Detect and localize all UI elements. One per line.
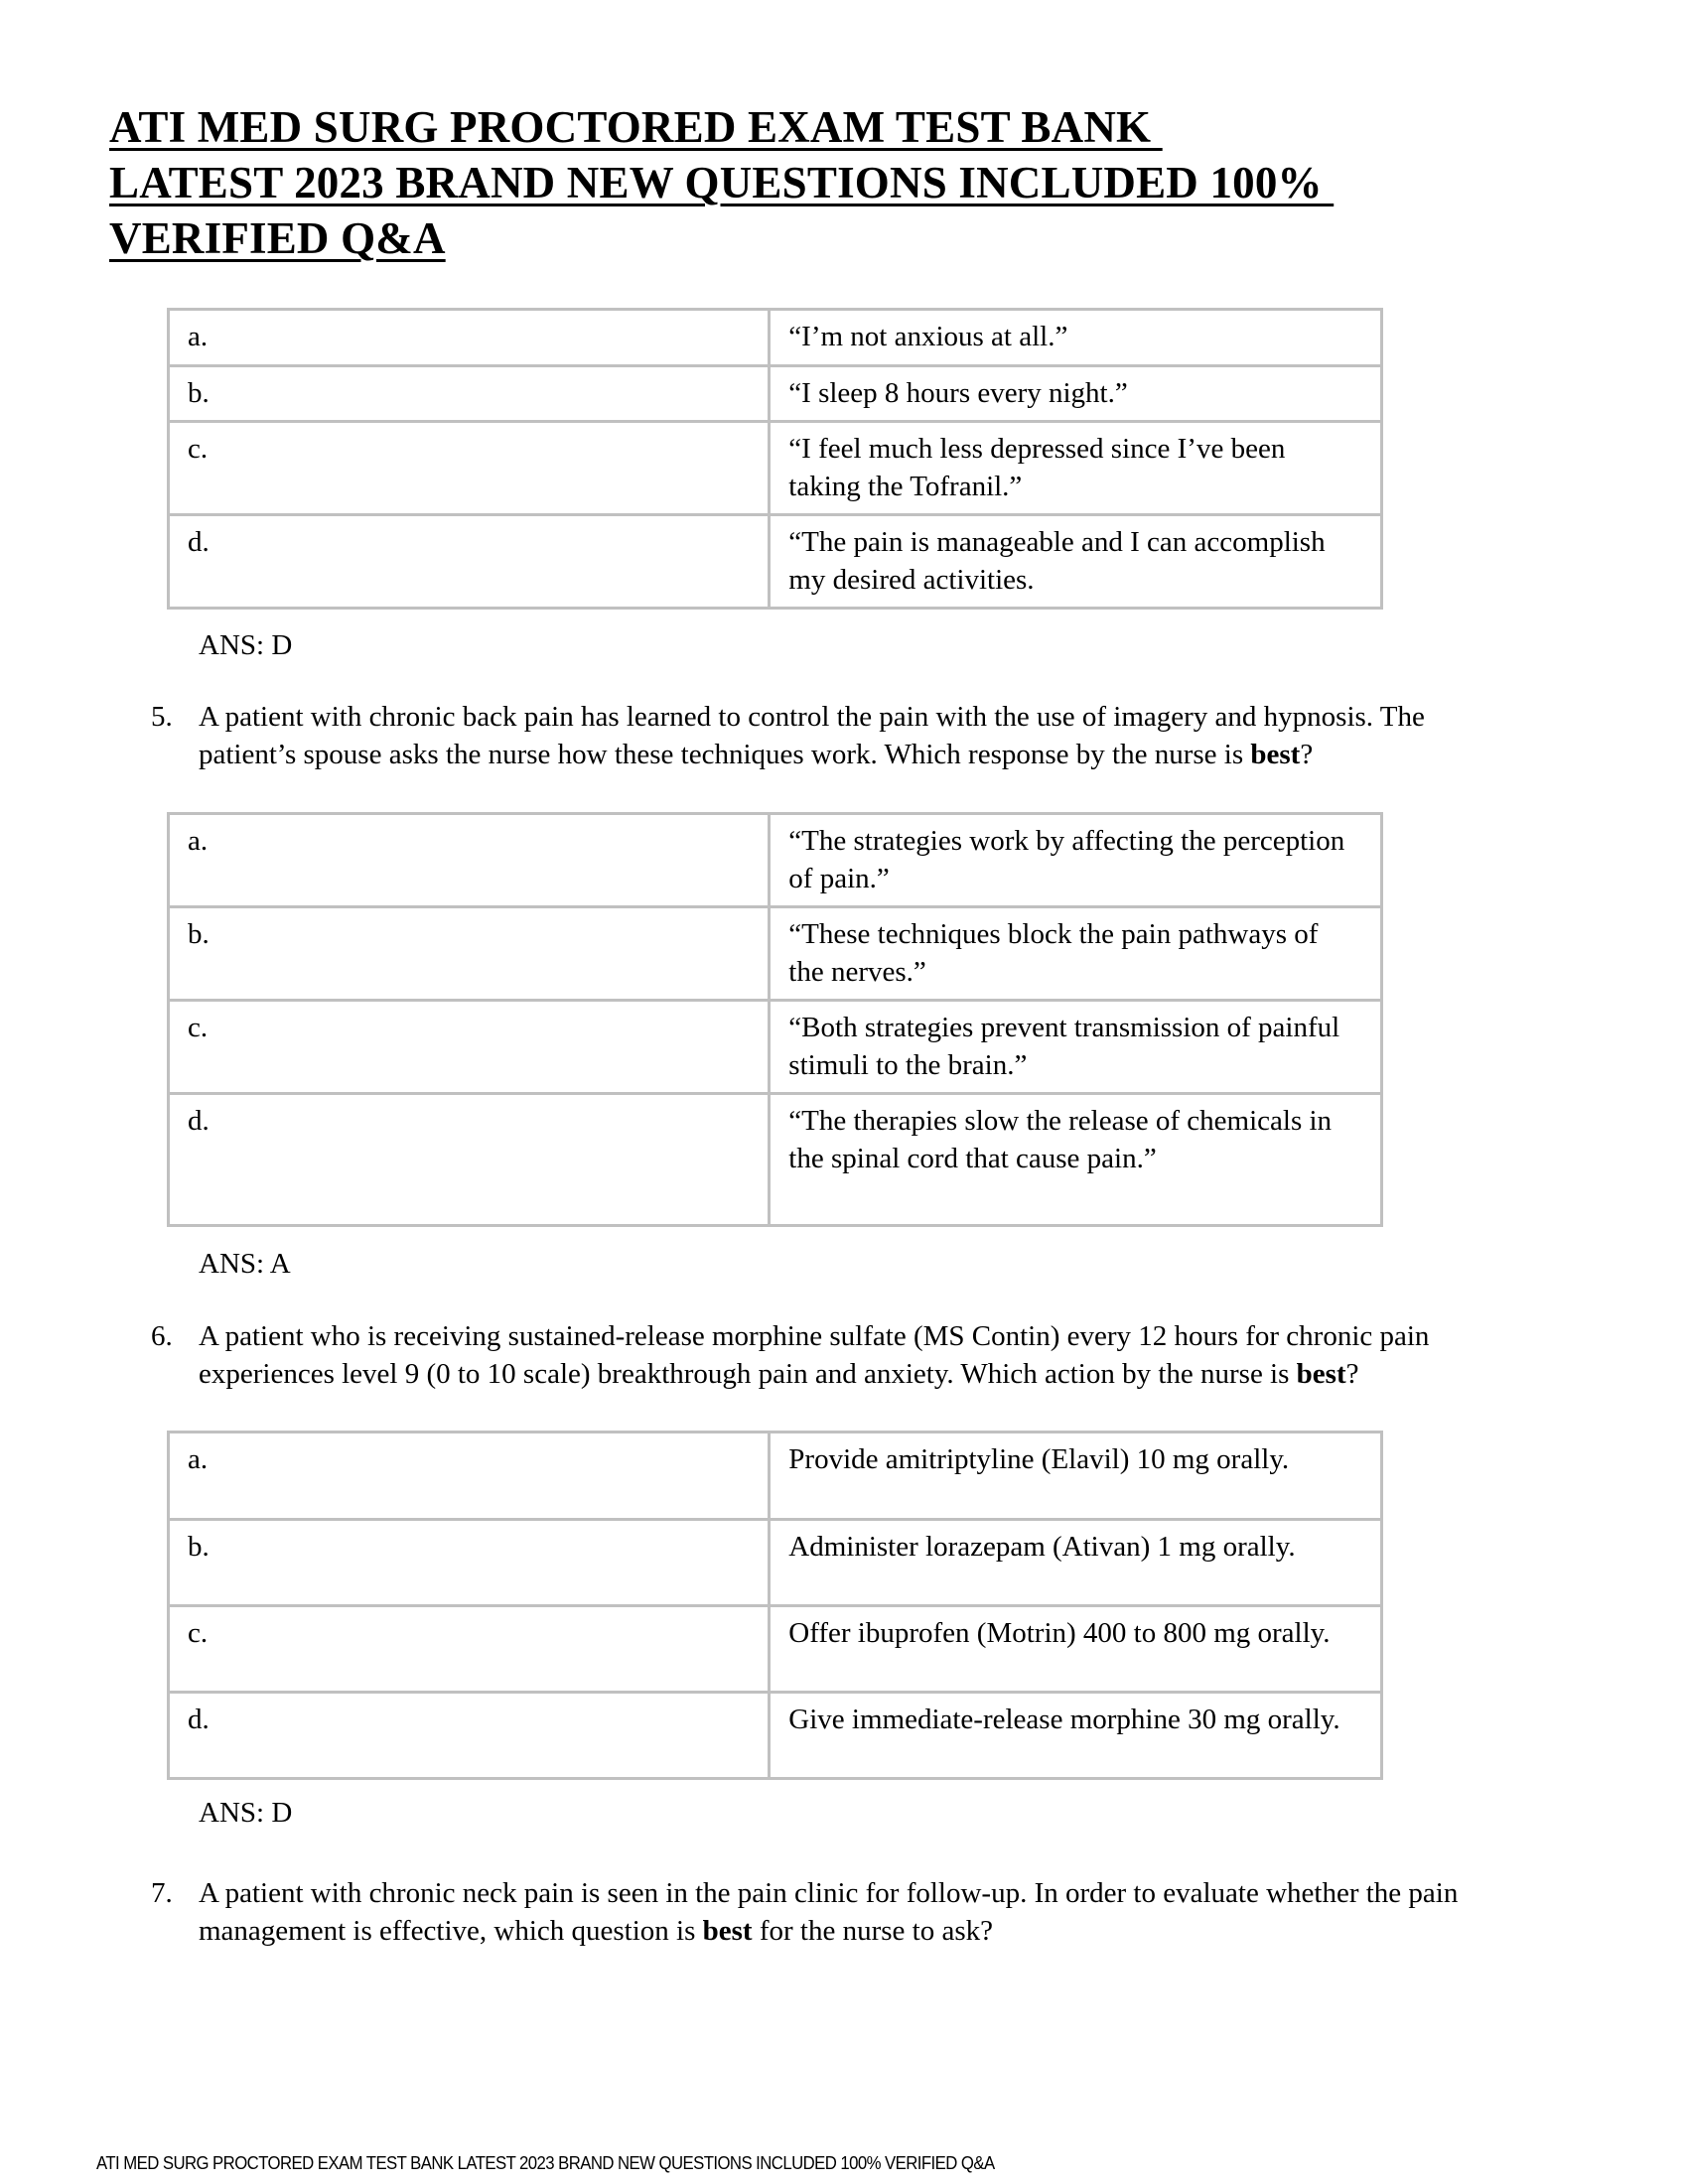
- option-text: Administer lorazepam (Ativan) 1 mg orally.: [770, 1520, 1382, 1606]
- options-table-q5: [167, 812, 1383, 1227]
- stem-emphasis: best: [702, 1914, 753, 1947]
- option-row: [169, 907, 1382, 1001]
- option-letter: b.: [169, 365, 770, 422]
- option-letter: a.: [169, 814, 770, 907]
- question-7: [151, 1875, 1472, 1950]
- question-stem: [199, 699, 1472, 773]
- option-letter: d.: [169, 1693, 770, 1779]
- option-text: “These techniques block the pain pathways of the nerves.”: [770, 907, 1382, 1001]
- option-text: Provide amitriptyline (Elavil) 10 mg orally.: [770, 1433, 1382, 1520]
- option-row: [169, 515, 1382, 609]
- option-row: [169, 1433, 1382, 1520]
- option-letter: a.: [169, 310, 770, 366]
- title-line-2: LATEST 2023 BRAND NEW QUESTIONS INCLUDED 100%: [109, 158, 1335, 207]
- option-row: [169, 1520, 1382, 1606]
- option-text: “The pain is manageable and I can accomplish my desired activities.: [770, 515, 1382, 609]
- option-letter: b.: [169, 1520, 770, 1606]
- answer-q6: ANS: D: [199, 1797, 293, 1829]
- option-text: “The therapies slow the release of chemicals in the spinal cord that cause pain.”: [770, 1094, 1382, 1226]
- title-line-3: VERIFIED Q&A: [109, 213, 446, 263]
- question-number: 6.: [151, 1320, 173, 1352]
- stem-text-end: ?: [1345, 1357, 1359, 1390]
- option-letter: c.: [169, 1606, 770, 1693]
- option-letter: c.: [169, 1001, 770, 1094]
- question-6: [151, 1318, 1472, 1393]
- document-title: [109, 99, 1519, 266]
- option-row: [169, 365, 1382, 422]
- option-text: “The strategies work by affecting the perception of pain.”: [770, 814, 1382, 907]
- stem-text: A patient with chronic back pain has learned to control the pain with the use of imagery and hypnosis. The patient’s spouse asks the nurse how these techniques work. Which response by the nurse is: [199, 701, 1425, 770]
- answer-q4: ANS: D: [199, 629, 293, 661]
- option-text: Offer ibuprofen (Motrin) 400 to 800 mg orally.: [770, 1606, 1382, 1693]
- option-text: “I’m not anxious at all.”: [770, 310, 1382, 366]
- option-row: [169, 1693, 1382, 1779]
- stem-text-end: ?: [1300, 738, 1314, 770]
- option-text: “I sleep 8 hours every night.”: [770, 365, 1382, 422]
- question-number: 5.: [151, 701, 173, 733]
- stem-emphasis: best: [1250, 738, 1301, 770]
- option-text: “Both strategies prevent transmission of painful stimuli to the brain.”: [770, 1001, 1382, 1094]
- options-table-q6: [167, 1431, 1383, 1780]
- question-stem: [199, 1875, 1472, 1950]
- stem-text: A patient who is receiving sustained-release morphine sulfate (MS Contin) every 12 hours for chronic pain experiences level 9 (0 to 10 scale) breakthrough pain and anxiety. Which action by the nurse is: [199, 1320, 1430, 1390]
- option-row: [169, 1606, 1382, 1693]
- stem-emphasis: best: [1296, 1357, 1346, 1390]
- option-row: [169, 1001, 1382, 1094]
- option-text: Give immediate-release morphine 30 mg orally.: [770, 1693, 1382, 1779]
- option-row: [169, 1094, 1382, 1226]
- stem-text-end: for the nurse to ask?: [752, 1914, 993, 1947]
- title-line-1: ATI MED SURG PROCTORED EXAM TEST BANK: [109, 102, 1163, 152]
- option-letter: c.: [169, 422, 770, 515]
- option-letter: a.: [169, 1433, 770, 1520]
- option-row: [169, 422, 1382, 515]
- stem-text: A patient with chronic neck pain is seen in the pain clinic for follow-up. In order to evaluate whether the pain management is effective, which question is: [199, 1877, 1459, 1947]
- question-5: [151, 699, 1472, 773]
- option-row: [169, 310, 1382, 366]
- option-row: [169, 814, 1382, 907]
- option-letter: d.: [169, 1094, 770, 1226]
- option-text: “I feel much less depressed since I’ve been taking the Tofranil.”: [770, 422, 1382, 515]
- question-stem: [199, 1318, 1472, 1393]
- option-letter: d.: [169, 515, 770, 609]
- question-number: 7.: [151, 1877, 173, 1909]
- options-table-q4: [167, 308, 1383, 610]
- option-letter: b.: [169, 907, 770, 1001]
- page-footer: ATI MED SURG PROCTORED EXAM TEST BANK LATEST 2023 BRAND NEW QUESTIONS INCLUDED 100% VERIFIED Q&A: [96, 2153, 995, 2173]
- answer-q5: ANS: A: [199, 1248, 291, 1280]
